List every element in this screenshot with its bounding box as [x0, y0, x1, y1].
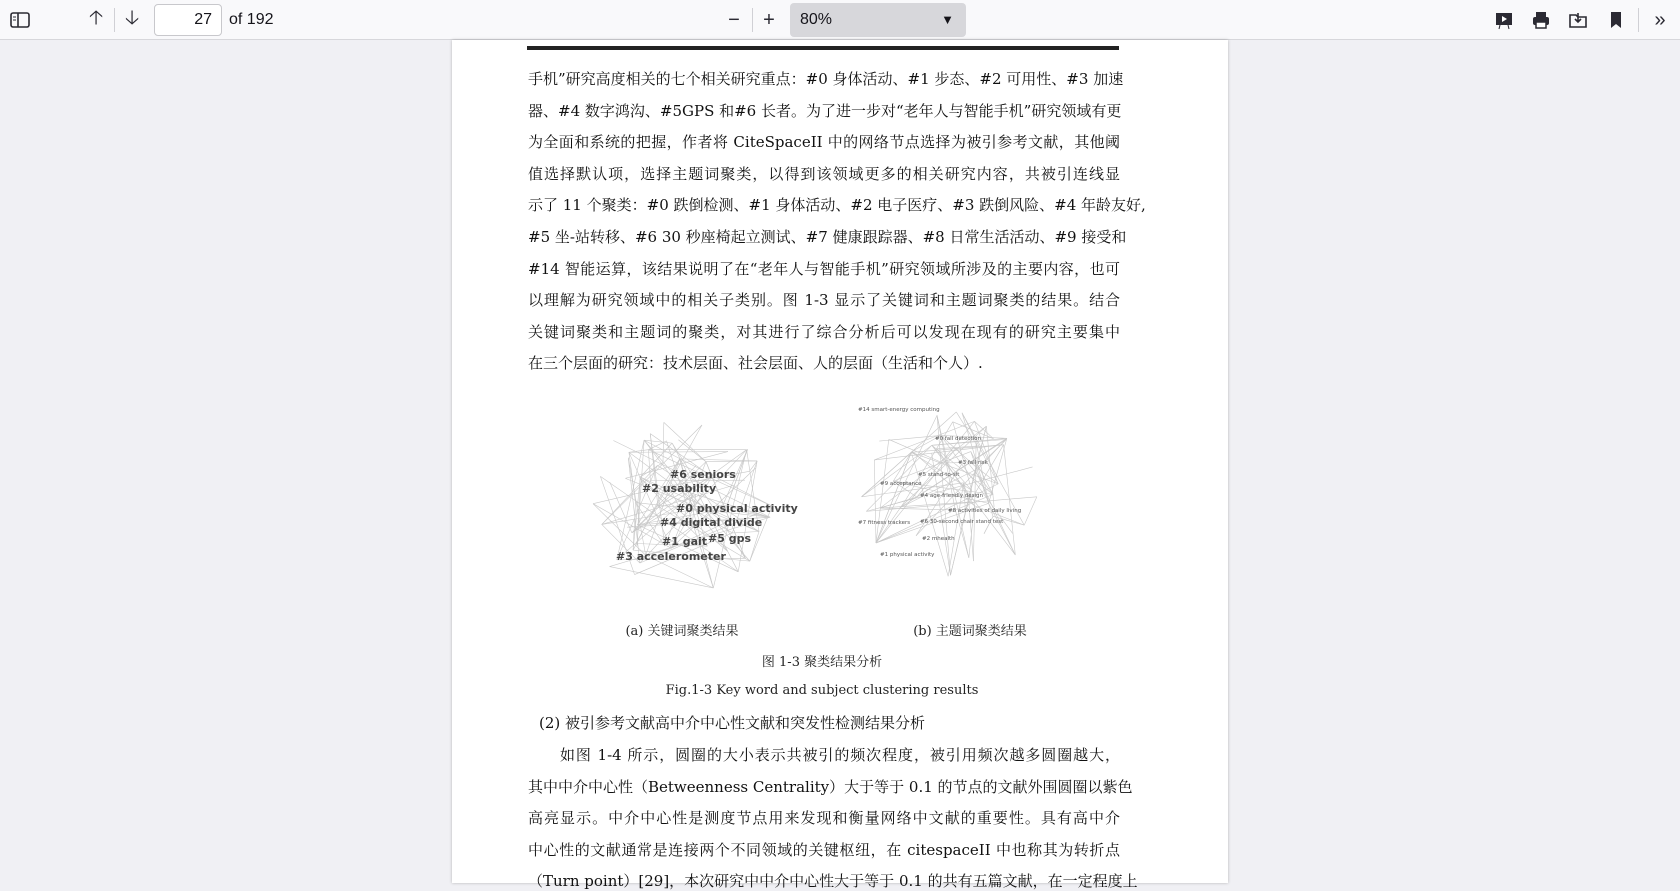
cluster-label: #1 gait	[662, 535, 707, 548]
text-line: 以理解为研究领域中的相关子类别。图 1-3 显示了关键词和主题词聚类的结果。结合	[528, 290, 1120, 310]
arrow-up-icon: 🡡	[89, 3, 103, 37]
text-line: 关键词聚类和主题词的聚类，对其进行了综合分析后可以发现在现有的研究主要集中	[528, 322, 1120, 342]
cluster-label: #2 usability	[642, 482, 716, 495]
network-edge	[866, 445, 932, 511]
cluster-label: #6 30-second chair stand test	[920, 519, 1004, 525]
text-line: 示了 11 个聚类：#0 跌倒检测、#1 身体活动、#2 电子医疗、#3 跌倒风险、#4 年龄友好,	[528, 195, 1120, 215]
pdf-toolbar	[0, 0, 1680, 40]
sidebar-toggle-icon[interactable]	[6, 6, 34, 34]
cluster-label: #0 fall detection	[935, 436, 981, 442]
network-edge	[1024, 497, 1037, 525]
divider	[114, 8, 115, 32]
chevron-down-icon: ▼	[941, 3, 954, 37]
tools-button[interactable]	[1646, 6, 1674, 34]
network-edge	[874, 460, 876, 543]
cluster-label: #5 stand-to-sit	[918, 472, 960, 478]
text-line: 高亮显示。中介中心性是测度节点用来发现和衡量网络中文献的重要性。具有高中介	[528, 808, 1120, 828]
cluster-label: #9 acceptance	[880, 481, 922, 487]
text-line: 其中中介中心性（Betweenness Centrality）大于等于 0.1 的节点的文献外围圆圈以紫色	[528, 777, 1120, 797]
text-line: 器、#4 数字鸿沟、#5GPS 和#6 长者。为了进一步对“老年人与智能手机”研究领域有更	[528, 101, 1120, 121]
subject-cluster-figure	[830, 386, 1090, 616]
caption-b: (b) 主题词聚类结果	[913, 620, 1027, 639]
presentation-icon	[1494, 10, 1514, 30]
cluster-label: #7 fitness trackers	[858, 520, 910, 526]
more-tools-icon: »	[1654, 9, 1665, 32]
zoom-select[interactable]	[790, 3, 966, 37]
presentation-mode-button[interactable]	[1490, 6, 1518, 34]
network-edge	[629, 452, 728, 453]
text-line: 为全面和系统的把握，作者将 CiteSpaceII 中的网络节点选择为被引参考文献，其他阈	[528, 132, 1120, 152]
zoom-in-icon: +	[763, 9, 775, 32]
pdf-page	[452, 40, 1228, 883]
cluster-label: #1 physical activity	[880, 552, 935, 558]
network-edge	[911, 452, 998, 484]
zoom-in-button[interactable]	[755, 6, 783, 34]
print-button[interactable]	[1527, 6, 1555, 34]
figure-title-cn: 图 1-3 聚类结果分析	[762, 651, 882, 670]
network-edge	[750, 531, 759, 561]
text-line: 在三个层面的研究：技术层面、社会层面、人的层面（生活和个人）.	[528, 353, 983, 373]
text-line: 如图 1-4 所示，圆圈的大小表示共被引的频次程度，被引用频次越多圆圈越大，	[560, 745, 1120, 765]
text-line: #14 智能运算，该结果说明了在“老年人与智能手机”研究领域所涉及的主要内容，也可	[528, 259, 1120, 279]
cluster-label: #4 digital divide	[660, 516, 762, 529]
arrow-down-icon: 🡣	[125, 3, 139, 37]
previous-page-button[interactable]	[82, 6, 110, 34]
cluster-label: #8 activities of daily living	[948, 508, 1021, 514]
next-page-button[interactable]	[118, 6, 146, 34]
cluster-label: #6 seniors	[670, 468, 736, 481]
cluster-label: #3 fall risk	[958, 460, 989, 466]
network-edge	[1004, 445, 1016, 555]
save-button[interactable]	[1564, 6, 1592, 34]
network-edge	[680, 459, 757, 461]
text-line: 中心性的文献通常是连接两个不同领域的关键枢纽，在 citespaceII 中也称其为转折点	[528, 840, 1120, 860]
text-line: （Turn point）[29]，本次研究中中介中心性大于等于 0.1 的共有五篇文献，在一定程度上	[528, 871, 1120, 891]
text-line: #5 坐-站转移、#6 30 秒座椅起立测试、#7 健康跟踪器、#8 日常生活活动、#9 接受和	[528, 227, 1120, 247]
caption-a: (a) 关键词聚类结果	[625, 620, 738, 639]
save-icon	[1568, 10, 1588, 30]
page-number-input[interactable]: 27	[154, 4, 222, 36]
cluster-label: #2 mhealth	[922, 536, 955, 542]
page-count: of 192	[229, 11, 273, 29]
keyword-cluster-figure	[536, 386, 806, 616]
zoom-out-icon: −	[728, 9, 740, 32]
network-edge	[633, 503, 635, 551]
cluster-label: #14 smart-energy computing	[858, 407, 940, 413]
section-heading: (2) 被引参考文献高中介中心性文献和突发性检测结果分析	[539, 713, 925, 733]
cluster-label: #5 gps	[708, 532, 751, 545]
network-edge	[706, 461, 757, 462]
text-line: 手机”研究高度相关的七个相关研究重点：#0 身体活动、#1 步态、#2 可用性、#3 加速	[528, 69, 1120, 89]
cluster-label: #3 accelerometer	[616, 550, 726, 563]
figure-title-en: Fig.1-3 Key word and subject clustering results	[666, 683, 979, 698]
zoom-out-button[interactable]	[720, 6, 748, 34]
bookmark-icon	[1609, 10, 1623, 30]
network-edge	[610, 567, 714, 588]
header-rule	[527, 46, 1119, 50]
bookmark-button[interactable]	[1602, 6, 1630, 34]
divider	[1638, 8, 1639, 32]
network-edge	[955, 508, 969, 558]
text-line: 值选择默认项，选择主题词聚类，以得到该领域更多的相关研究内容，共被引连线显	[528, 164, 1120, 184]
print-icon	[1531, 10, 1551, 30]
cluster-label: #0 physical activity	[676, 502, 798, 515]
cluster-label: #4 age-friendly design	[920, 493, 983, 499]
divider	[752, 8, 753, 32]
zoom-value: 80%	[800, 11, 832, 28]
network-edge	[876, 452, 911, 543]
